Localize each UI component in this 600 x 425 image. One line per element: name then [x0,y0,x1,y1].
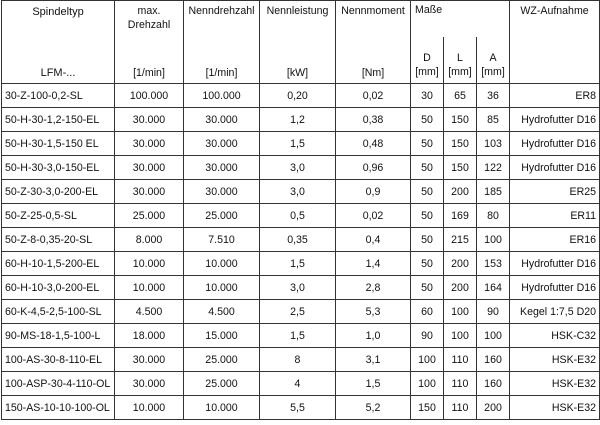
header-l [444,37,477,84]
cell-d: 90 [411,324,444,348]
table-row [2,300,600,324]
cell-nennmoment: 3,1 [336,348,411,372]
cell-d: 50 [411,276,444,300]
table-row [2,204,600,228]
table-row [2,252,600,276]
header-masse [411,1,510,38]
cell-nennmoment: 5,3 [336,300,411,324]
cell-l: 100 [444,324,477,348]
cell-nennmoment: 0,02 [336,84,411,108]
header-a-unit: [mm] [481,66,505,78]
table-row [2,84,600,108]
cell-max-drehzahl: 10.000 [115,396,184,420]
table-body [2,84,600,420]
cell-spindeltyp: 50-Z-30-3,0-200-EL [2,180,115,204]
header-nennmoment-label: Nennmoment [341,5,405,17]
cell-max-drehzahl: 30.000 [115,156,184,180]
cell-nennmoment: 0,9 [336,180,411,204]
cell-nennleistung: 0,35 [260,228,336,252]
cell-spindeltyp: 60-K-4,5-2,5-100-SL [2,300,115,324]
cell-max-drehzahl: 100.000 [115,84,184,108]
cell-l: 110 [444,396,477,420]
cell-a: 103 [477,132,510,156]
cell-a: 160 [477,372,510,396]
cell-a: 100 [477,324,510,348]
header-max-drehzahl [115,1,184,84]
cell-nennleistung: 2,5 [260,300,336,324]
table-row [2,348,600,372]
cell-d: 50 [411,252,444,276]
cell-nenndrehzahl: 25.000 [184,372,260,396]
header-lfm-label: LFM-... [40,67,76,79]
cell-l: 200 [444,276,477,300]
header-a-label: A [489,52,497,64]
cell-max-drehzahl: 30.000 [115,108,184,132]
header-a [477,37,510,84]
cell-d: 50 [411,204,444,228]
header-nennleistung [260,1,336,84]
cell-nenndrehzahl: 30.000 [184,108,260,132]
cell-a: 80 [477,204,510,228]
cell-nennleistung: 3,0 [260,180,336,204]
header-max-drehzahl-unit: [1/min] [133,67,165,79]
cell-nenndrehzahl: 100.000 [184,84,260,108]
cell-wz-aufnahme: HSK-E32 [510,348,600,372]
header-drehzahl-label: Drehzahl [127,19,171,31]
cell-nenndrehzahl: 10.000 [184,276,260,300]
cell-max-drehzahl: 30.000 [115,132,184,156]
cell-spindeltyp: 50-Z-8-0,35-20-SL [2,228,115,252]
cell-nennleistung: 1,2 [260,108,336,132]
cell-spindeltyp: 50-H-30-1,5-150 EL [2,132,115,156]
table-row [2,180,600,204]
cell-nenndrehzahl: 10.000 [184,396,260,420]
cell-nennleistung: 0,5 [260,204,336,228]
cell-spindeltyp: 60-H-10-3,0-200-EL [2,276,115,300]
cell-nennleistung: 1,5 [260,132,336,156]
cell-d: 50 [411,132,444,156]
cell-nennmoment: 2,8 [336,276,411,300]
table-row [2,228,600,252]
cell-max-drehzahl: 4.500 [115,300,184,324]
cell-nennleistung: 4 [260,372,336,396]
cell-spindeltyp: 50-H-30-1,2-150-EL [2,108,115,132]
table-row [2,108,600,132]
cell-wz-aufnahme: Hydrofutter D16 [510,252,600,276]
cell-wz-aufnahme: Hydrofutter D16 [510,132,600,156]
cell-d: 50 [411,228,444,252]
cell-nenndrehzahl: 30.000 [184,132,260,156]
header-d [411,37,444,84]
cell-nenndrehzahl: 30.000 [184,180,260,204]
cell-nenndrehzahl: 7.510 [184,228,260,252]
cell-wz-aufnahme: ER25 [510,180,600,204]
cell-a: 36 [477,84,510,108]
cell-wz-aufnahme: Kegel 1:7,5 D20 [510,300,600,324]
cell-l: 150 [444,132,477,156]
cell-spindeltyp: 30-Z-100-0,2-SL [2,84,115,108]
cell-d: 100 [411,348,444,372]
cell-nennmoment: 0,38 [336,108,411,132]
cell-nennmoment: 0,4 [336,228,411,252]
cell-max-drehzahl: 10.000 [115,252,184,276]
cell-max-drehzahl: 25.000 [115,204,184,228]
cell-max-drehzahl: 18.000 [115,324,184,348]
cell-wz-aufnahme: Hydrofutter D16 [510,108,600,132]
header-l-unit: [mm] [448,66,472,78]
cell-nennmoment: 0,96 [336,156,411,180]
cell-spindeltyp: 100-AS-30-8-110-EL [2,348,115,372]
cell-nennmoment: 0,02 [336,204,411,228]
cell-nennleistung: 0,20 [260,84,336,108]
cell-a: 160 [477,348,510,372]
cell-l: 110 [444,348,477,372]
table-row [2,132,600,156]
cell-max-drehzahl: 10.000 [115,276,184,300]
cell-max-drehzahl: 8.000 [115,228,184,252]
cell-nennleistung: 1,5 [260,324,336,348]
header-nennmoment-unit: [Nm] [361,67,385,79]
header-nennleistung-unit: [kW] [286,67,309,79]
cell-wz-aufnahme: ER8 [510,84,600,108]
header-row-top [2,1,600,38]
cell-nennmoment: 0,48 [336,132,411,156]
cell-nennmoment: 1,5 [336,372,411,396]
cell-wz-aufnahme: ER16 [510,228,600,252]
cell-a: 164 [477,276,510,300]
cell-nenndrehzahl: 25.000 [184,348,260,372]
cell-max-drehzahl: 30.000 [115,180,184,204]
cell-d: 150 [411,396,444,420]
table-row [2,396,600,420]
cell-a: 153 [477,252,510,276]
cell-wz-aufnahme: HSK-E32 [510,396,600,420]
cell-nennmoment: 5,2 [336,396,411,420]
cell-nenndrehzahl: 10.000 [184,252,260,276]
cell-wz-aufnahme: HSK-E32 [510,372,600,396]
cell-max-drehzahl: 30.000 [115,348,184,372]
header-wz-aufnahme [510,1,600,84]
header-nennleistung-label: Nennleistung [266,5,329,17]
header-nennmoment [336,1,411,84]
header-wz-label: WZ-Aufnahme [520,5,589,17]
cell-nennleistung: 3,0 [260,276,336,300]
cell-a: 200 [477,396,510,420]
cell-wz-aufnahme: Hydrofutter D16 [510,276,600,300]
cell-nennmoment: 1,0 [336,324,411,348]
header-d-label: D [423,52,431,64]
cell-d: 50 [411,180,444,204]
cell-l: 150 [444,156,477,180]
cell-a: 85 [477,108,510,132]
cell-l: 150 [444,108,477,132]
table-row [2,156,600,180]
cell-a: 122 [477,156,510,180]
header-spindeltyp-label: Spindeltyp [32,6,84,18]
cell-nennmoment: 1,4 [336,252,411,276]
header-max-label: max. [137,5,161,17]
cell-spindeltyp: 60-H-10-1,5-200-EL [2,252,115,276]
cell-nennleistung: 5,5 [260,396,336,420]
table-row [2,372,600,396]
header-masse-label: Maße [415,4,443,16]
cell-l: 215 [444,228,477,252]
cell-l: 200 [444,252,477,276]
cell-d: 50 [411,156,444,180]
cell-l: 200 [444,180,477,204]
cell-spindeltyp: 90-MS-18-1,5-100-L [2,324,115,348]
cell-nennleistung: 3,0 [260,156,336,180]
cell-spindeltyp: 50-H-30-3,0-150-EL [2,156,115,180]
cell-wz-aufnahme: HSK-C32 [510,324,600,348]
cell-l: 110 [444,372,477,396]
header-l-label: L [457,52,463,64]
cell-nennleistung: 8 [260,348,336,372]
cell-max-drehzahl: 30.000 [115,372,184,396]
header-d-unit: [mm] [415,66,439,78]
cell-wz-aufnahme: Hydrofutter D16 [510,156,600,180]
cell-a: 100 [477,228,510,252]
cell-nenndrehzahl: 25.000 [184,204,260,228]
cell-spindeltyp: 50-Z-25-0,5-SL [2,204,115,228]
cell-nenndrehzahl: 30.000 [184,156,260,180]
spindle-spec-table [1,0,600,420]
cell-l: 169 [444,204,477,228]
table-row [2,324,600,348]
cell-d: 60 [411,300,444,324]
cell-d: 30 [411,84,444,108]
cell-l: 65 [444,84,477,108]
header-spindeltyp [2,1,115,84]
cell-nennleistung: 1,5 [260,252,336,276]
header-nenndrehzahl [184,1,260,84]
cell-wz-aufnahme: ER11 [510,204,600,228]
cell-nenndrehzahl: 4.500 [184,300,260,324]
cell-d: 50 [411,108,444,132]
table-row [2,276,600,300]
cell-spindeltyp: 100-ASP-30-4-110-OL [2,372,115,396]
cell-a: 90 [477,300,510,324]
cell-l: 100 [444,300,477,324]
header-nenndrehzahl-label: Nenndrehzahl [188,5,255,17]
cell-a: 185 [477,180,510,204]
cell-nenndrehzahl: 15.000 [184,324,260,348]
cell-d: 100 [411,372,444,396]
cell-spindeltyp: 150-AS-10-10-100-OL [2,396,115,420]
header-nenndrehzahl-unit: [1/min] [205,67,238,79]
